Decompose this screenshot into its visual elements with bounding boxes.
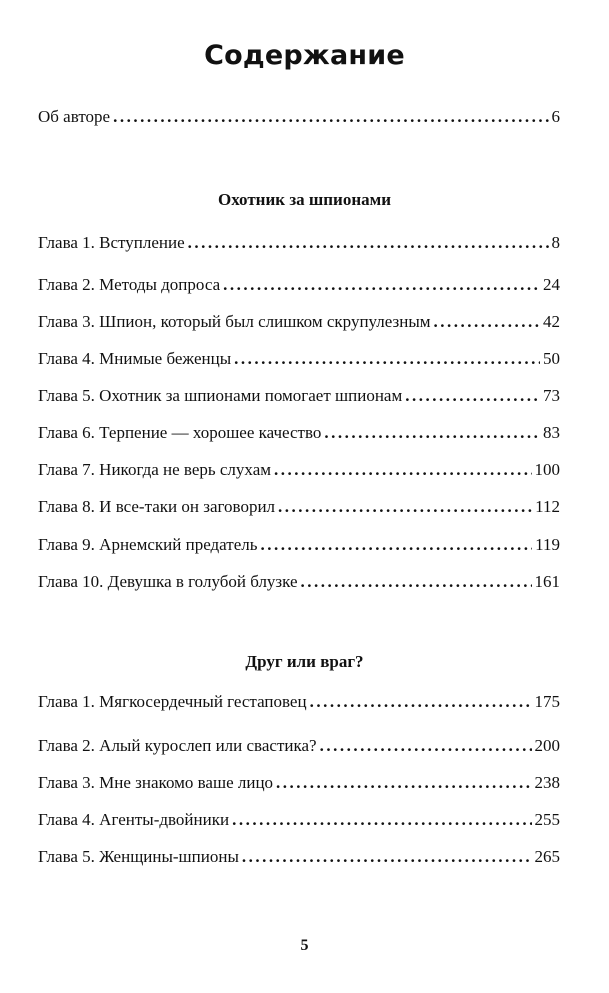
toc-entry-page: 24	[543, 275, 560, 294]
toc-entry-page: 83	[543, 423, 560, 442]
toc-entry	[38, 533, 560, 557]
toc-leader-dots	[278, 495, 532, 519]
toc-entry-label: Глава 4. Мнимые беженцы	[38, 349, 232, 368]
toc-leader-dots	[223, 273, 540, 297]
toc-entry-label: Глава 1. Мягкосердечный гестаповец	[38, 692, 307, 711]
toc-entry-page: 265	[534, 847, 560, 866]
toc-entry	[38, 845, 560, 869]
toc-entry-label: Глава 10. Девушка в голубой блузке	[38, 572, 298, 591]
toc-entry	[38, 231, 560, 255]
toc-entry	[38, 570, 560, 594]
page-title: Содержание	[204, 40, 405, 71]
toc-leader-dots	[276, 771, 531, 795]
toc-entry	[38, 808, 560, 832]
toc-entry-label: Глава 2. Алый курослеп или свастика?	[38, 736, 317, 755]
toc-leader-dots	[234, 347, 540, 371]
toc-leader-dots	[274, 458, 532, 482]
toc-entry	[38, 310, 560, 334]
toc-entry-page: 161	[534, 572, 560, 591]
toc-leader-dots	[261, 533, 533, 557]
toc-leader-dots	[310, 690, 532, 714]
toc-leader-dots	[324, 421, 540, 445]
toc-entry-page: 175	[534, 692, 560, 711]
toc-entry-label: Глава 6. Терпение — хорошее качество	[38, 423, 322, 442]
toc-entry-label: Глава 7. Никогда не верь слухам	[38, 460, 271, 479]
toc-entry-label: Глава 2. Методы допроса	[38, 275, 221, 294]
toc-entry	[38, 384, 560, 408]
toc-leader-dots	[188, 231, 549, 255]
toc-entry-page: 8	[551, 233, 560, 252]
toc-entry-page: 119	[535, 535, 560, 554]
toc-entry	[38, 458, 560, 482]
toc-entry-page: 42	[543, 312, 560, 331]
toc-entry-label: Глава 9. Арнемский предатель	[38, 535, 258, 554]
toc-leader-dots	[405, 384, 540, 408]
toc-entry-page: 255	[534, 810, 560, 829]
toc-entry-page: 100	[534, 460, 560, 479]
toc-entry	[38, 347, 560, 371]
section-heading: Охотник за шпионами	[217, 190, 392, 209]
toc-entry-label: Глава 3. Шпион, который был слишком скрупулезным	[38, 312, 431, 331]
toc-entry-page: 50	[543, 349, 560, 368]
toc-entry-label: Глава 1. Вступление	[38, 233, 185, 252]
toc-entry-page: 112	[535, 497, 560, 516]
toc-leader-dots	[434, 310, 540, 334]
toc-entry	[38, 273, 560, 297]
toc-leader-dots	[242, 845, 532, 869]
toc-leader-dots	[301, 570, 532, 594]
toc-entry-about-author	[38, 105, 560, 129]
toc-entry-page: 200	[534, 736, 560, 755]
toc-leader-dots	[232, 808, 531, 832]
toc-entry	[38, 734, 560, 758]
toc-entry	[38, 690, 560, 714]
toc-entry-page: 238	[534, 773, 560, 792]
toc-leader-dots	[113, 105, 548, 129]
toc-entry-label: Глава 5. Женщины-шпионы	[38, 847, 239, 866]
toc-leader-dots	[320, 734, 532, 758]
section-heading: Друг или враг?	[245, 652, 364, 671]
toc-entry-page: 6	[551, 107, 560, 126]
page-number: 5	[300, 937, 309, 954]
toc-entry-label: Глава 4. Агенты-двойники	[38, 810, 230, 829]
toc-entry-page: 73	[543, 386, 560, 405]
toc-entry-label: Глава 8. И все-таки он заговорил	[38, 497, 276, 516]
toc-entry-label: Об авторе	[38, 107, 111, 126]
toc-entry	[38, 495, 560, 519]
toc-entry	[38, 771, 560, 795]
toc-entry-label: Глава 5. Охотник за шпионами помогает шпионам	[38, 386, 403, 405]
toc-entry-label: Глава 3. Мне знакомо ваше лицо	[38, 773, 274, 792]
toc-entry	[38, 421, 560, 445]
